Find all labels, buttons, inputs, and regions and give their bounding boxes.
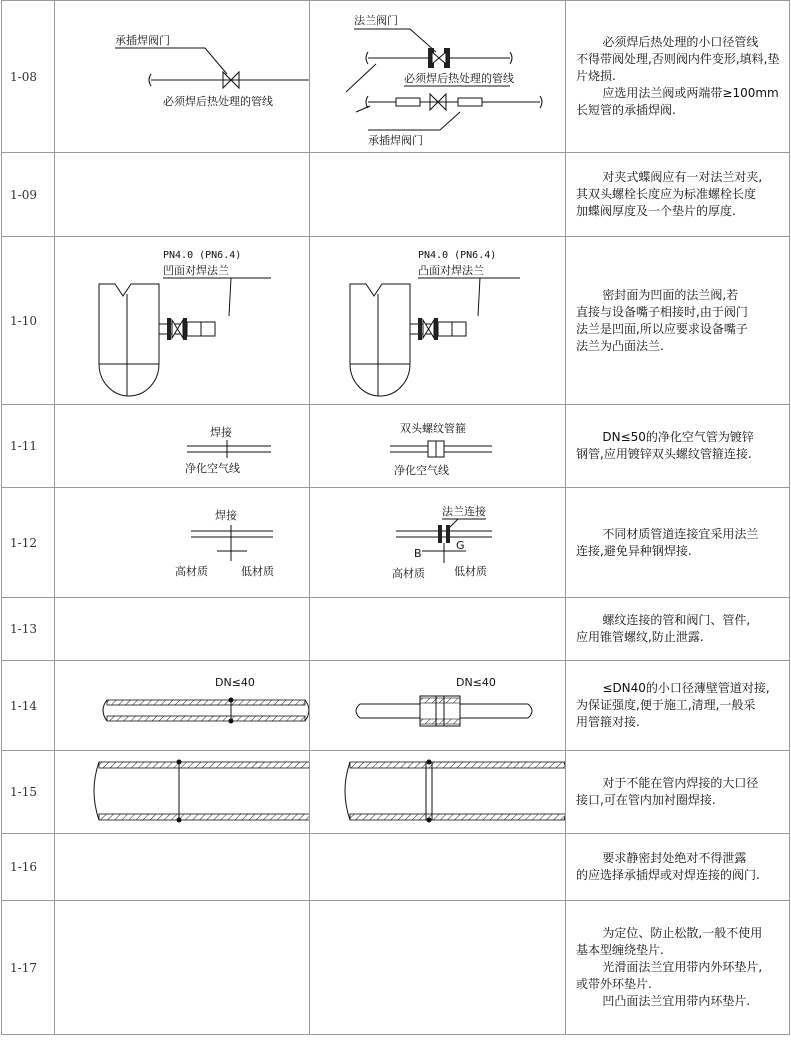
pn-label: PN4.0 (PN6.4) xyxy=(418,249,497,261)
diagram-weld-air xyxy=(55,405,310,488)
table-row xyxy=(2,598,790,661)
table-row xyxy=(2,1,790,153)
table-row xyxy=(2,901,790,1035)
label-flange-connection: 法兰连接 xyxy=(442,504,486,518)
diagram-butt-weld xyxy=(55,661,310,751)
diagram-concave-flange xyxy=(55,237,310,405)
label-flange-valve: 法兰阀门 xyxy=(354,13,398,27)
label-g: G xyxy=(456,538,465,552)
dn-label: DN≤40 xyxy=(456,675,496,689)
description: 密封面为凹面的法兰阀,若 直接与设备嘴子相接时,由于阀门 法兰是凹面,所以应要求设备嘴子 法兰为凸面法兰. xyxy=(566,237,790,405)
description: 为定位、防止松散,一般不使用 基本型缠绕垫片. 光滑面法兰宜用带内外环垫片, 或带外环垫片. 凹凸面法兰宜用带内环垫片. xyxy=(566,901,790,1035)
row-id: 1-13 xyxy=(2,598,55,661)
dn-label: DN≤40 xyxy=(215,675,255,689)
table-row xyxy=(2,405,790,488)
pn-label: PN4.0 (PN6.4) xyxy=(163,249,242,261)
description: 对于不能在管内焊接的大口径 接口,可在管内加衬圈焊接. xyxy=(566,751,790,834)
table-row xyxy=(2,661,790,751)
table-row xyxy=(2,237,790,405)
flange-label: 凹面对焊法兰 xyxy=(163,263,229,277)
label-air-line: 净化空气线 xyxy=(394,463,449,477)
label-socket-valve: 承插焊阀门 xyxy=(115,33,170,47)
row-id: 1-14 xyxy=(2,661,55,751)
description: DN≤50的净化空气管为镀锌 钢管,应用镀锌双头螺纹管箍连接. xyxy=(566,405,790,488)
description: 对夹式蝶阀应有一对法兰对夹, 其双头螺栓长度应为标准螺栓长度 加蝶阀厚度及一个垫片的厚度. xyxy=(566,153,790,237)
diagram-coupling-air xyxy=(310,405,566,488)
row-id: 1-16 xyxy=(2,834,55,901)
row-id: 1-09 xyxy=(2,153,55,237)
table-row xyxy=(2,153,790,237)
row-id: 1-10 xyxy=(2,237,55,405)
label-b: B xyxy=(414,546,422,560)
row-id: 1-17 xyxy=(2,901,55,1035)
label-pipe: 必须焊后热处理的管线 xyxy=(404,71,514,85)
description: 必须焊后热处理的小口径管线 不得带阀处理,否则阀内件变形,填料,垫片烧损. 应选用法兰阀或两端带≥100mm 长短管的承插焊阀. xyxy=(566,1,790,153)
row-id: 1-11 xyxy=(2,405,55,488)
label-high-material: 高材质 xyxy=(392,566,425,580)
description: 不同材质管道连接宜采用法兰 连接,避免异种钢焊接. xyxy=(566,488,790,598)
diagram-convex-flange xyxy=(310,237,566,405)
label-air-line: 净化空气线 xyxy=(185,461,240,475)
label-weld: 焊接 xyxy=(210,425,232,439)
diagram-flange-valve xyxy=(310,1,566,153)
spec-table xyxy=(1,0,790,1035)
label-coupling: 双头螺纹管箍 xyxy=(400,421,466,435)
description: ≤DN40的小口径薄壁管道对接, 为保证强度,便于施工,清理,一般采 用管箍对接. xyxy=(566,661,790,751)
diagram-backing-ring-weld xyxy=(310,751,566,834)
flange-label: 凸面对焊法兰 xyxy=(418,263,484,277)
table-row xyxy=(2,488,790,598)
label-low-material: 低材质 xyxy=(454,564,487,578)
label-socket-valve: 承插焊阀门 xyxy=(368,133,423,147)
diagram-flange-material xyxy=(310,488,566,598)
table-row xyxy=(2,751,790,834)
description: 要求静密封处绝对不得泄露 的应选择承插焊或对焊连接的阀门. xyxy=(566,834,790,901)
row-id: 1-15 xyxy=(2,751,55,834)
diagram-weld-material xyxy=(55,488,310,598)
description: 螺纹连接的管和阀门、管件, 应用锥管螺纹,防止泄露. xyxy=(566,598,790,661)
diagram-large-butt-weld xyxy=(55,751,310,834)
diagram-socket-valve xyxy=(55,1,310,153)
row-id: 1-08 xyxy=(2,1,55,153)
label-high-material: 高材质 xyxy=(175,564,208,578)
label-weld: 焊接 xyxy=(215,508,237,522)
diagram-sleeve-joint xyxy=(310,661,566,751)
table-row xyxy=(2,834,790,901)
label-pipe: 必须焊后热处理的管线 xyxy=(163,94,273,108)
row-id: 1-12 xyxy=(2,488,55,598)
label-low-material: 低材质 xyxy=(241,564,274,578)
